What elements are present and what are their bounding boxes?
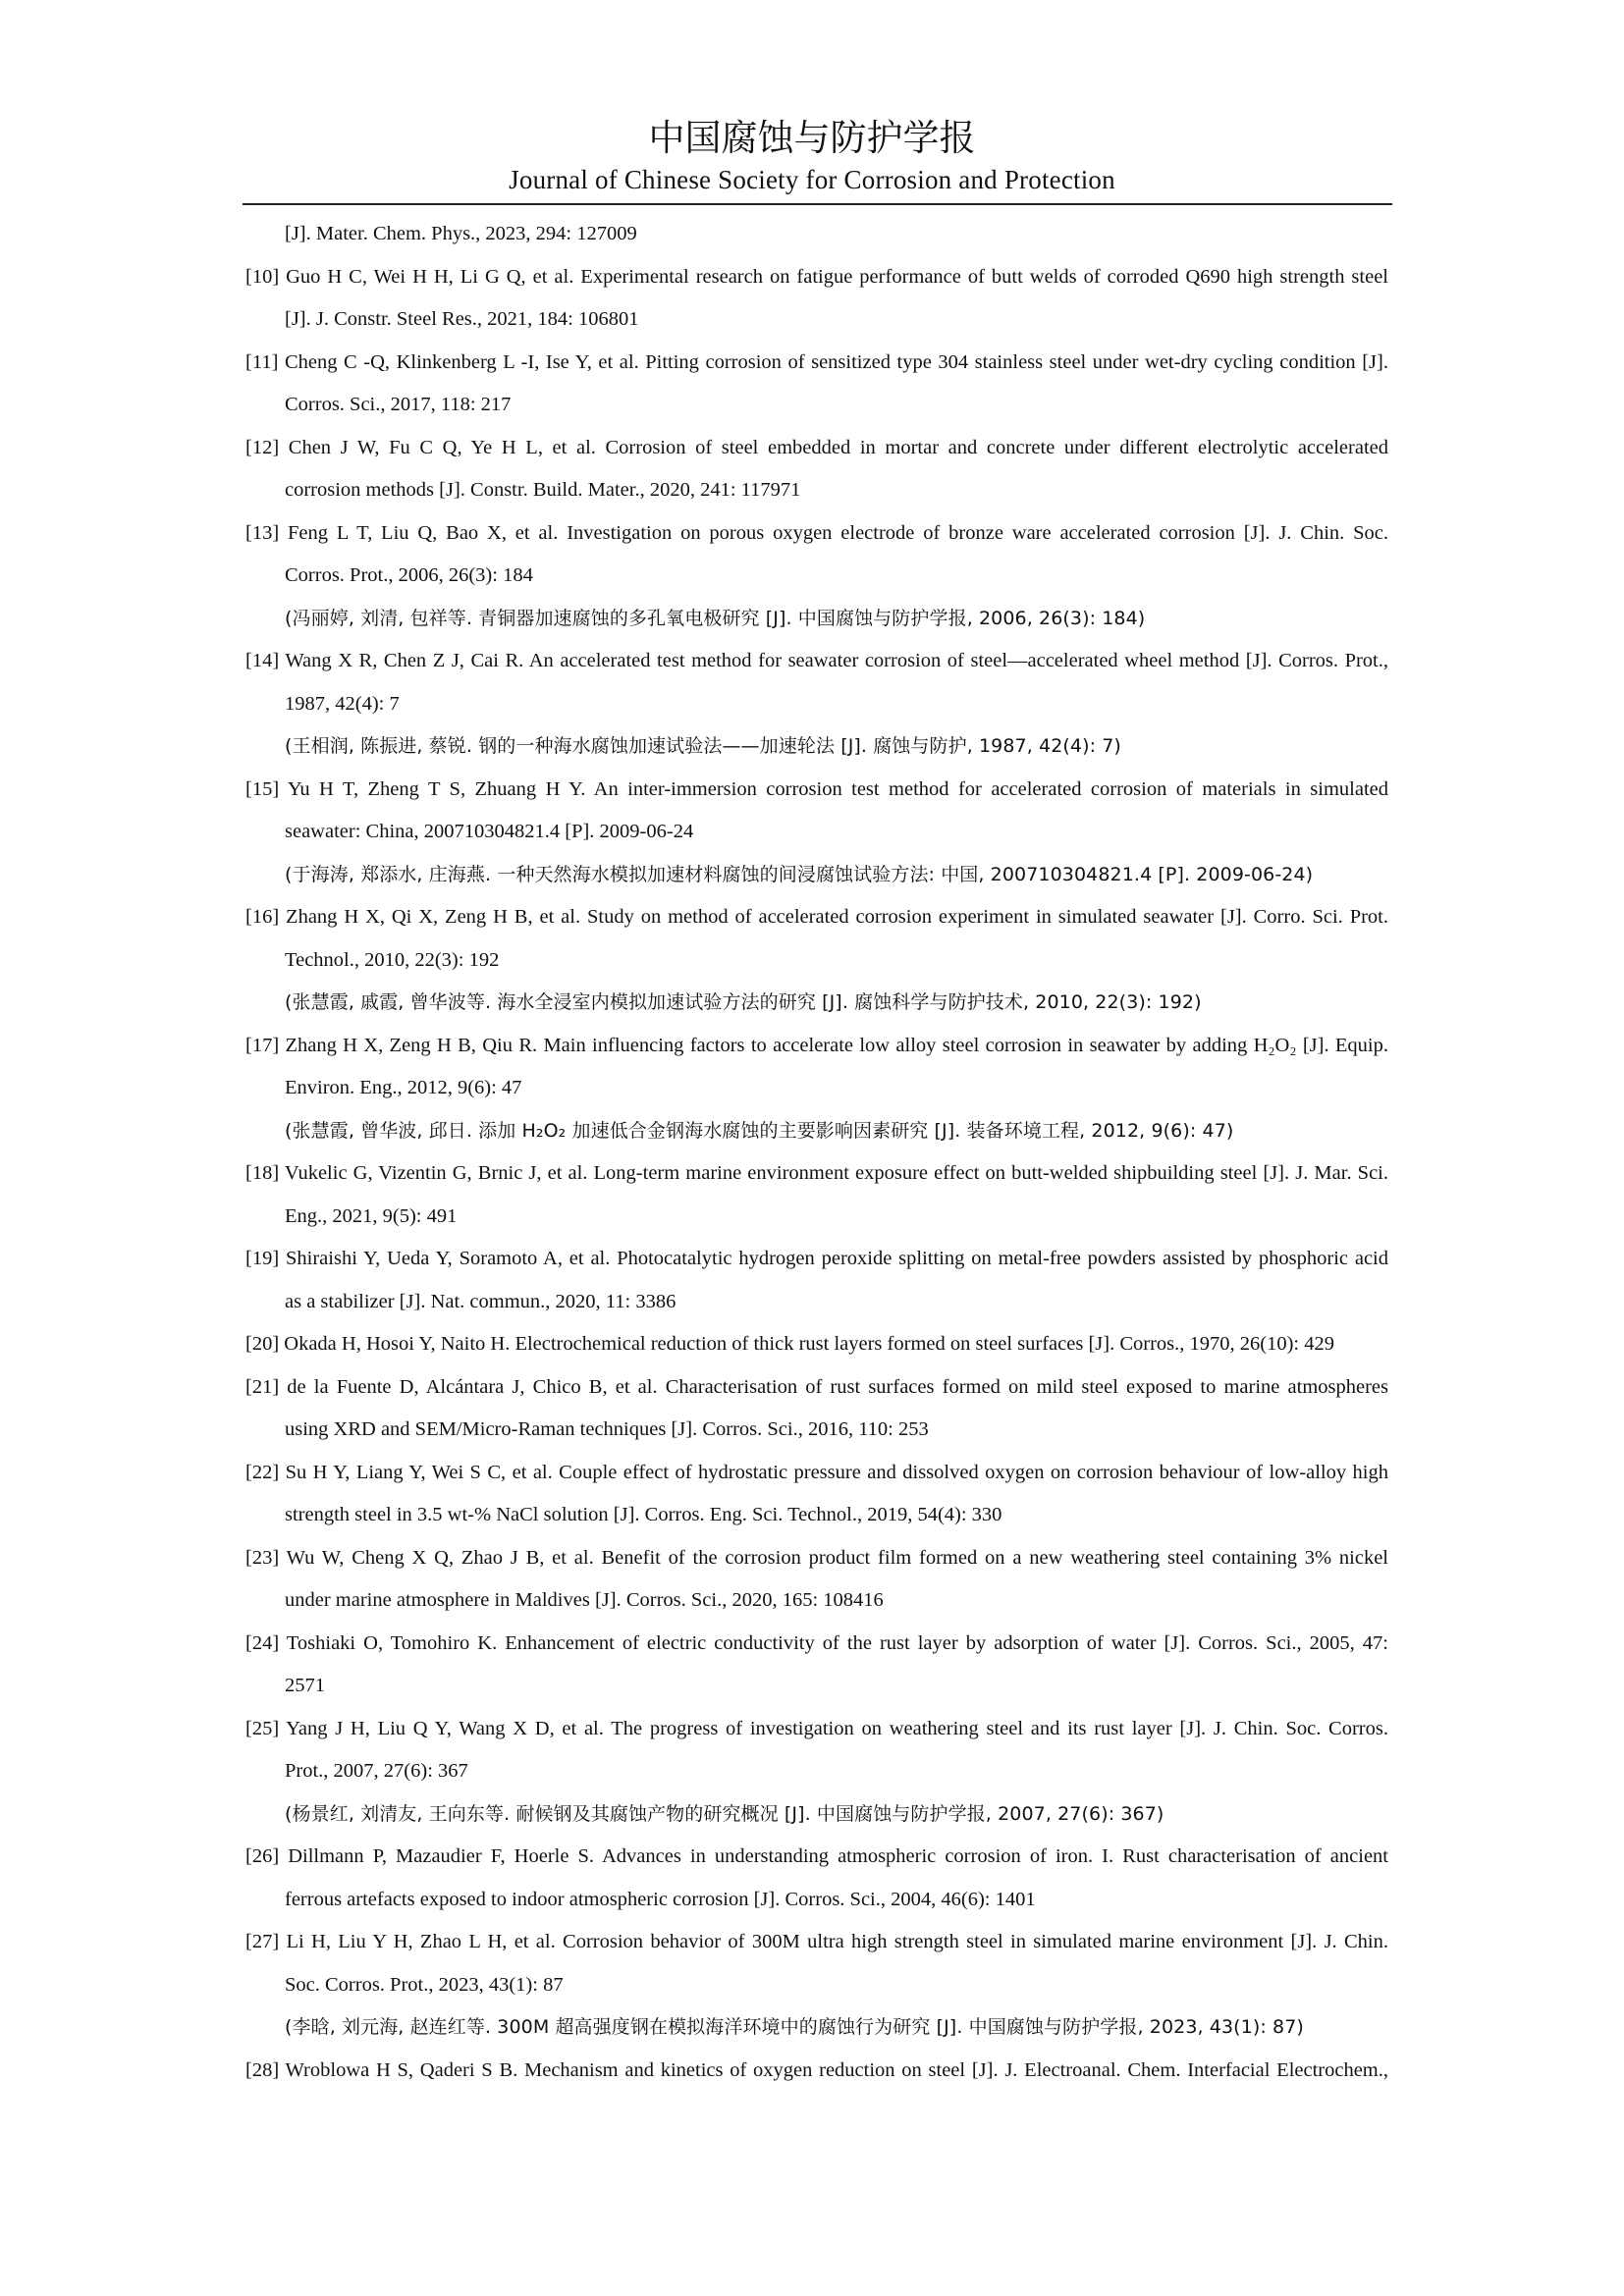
ref-16-chinese: (张慧霞, 戚霞, 曾华波等. 海水全浸室内模拟加速试验方法的研究 [J]. 腐蚀科学与防护技术, 2010, 22(3): 192) — [285, 991, 1202, 1013]
ref-11-line: [11] Cheng C -Q, Klinkenberg L -I, Ise Y, et al. Pitting corrosion of sensitized type 304 stainless steel under wet-dry cycling condition [J]. — [245, 350, 1388, 373]
header-rule — [243, 203, 1392, 205]
page-header — [0, 114, 1624, 196]
ref-line: Corros. Prot., 2006, 26(3): 184 — [285, 564, 533, 586]
ref-25-line: [25] Yang J H, Liu Q Y, Wang X D, et al. The progress of investigation on weathering steel and its rust layer [J]. J. Chin. Soc. Corros. — [245, 1717, 1388, 1739]
ref-line: [J]. Mater. Chem. Phys., 2023, 294: 127009 — [285, 223, 637, 244]
ref-14-chinese: (王相润, 陈振进, 蔡锐. 钢的一种海水腐蚀加速试验法——加速轮法 [J]. 腐蚀与防护, 1987, 42(4): 7) — [285, 735, 1121, 757]
ref-25-chinese: (杨景红, 刘清友, 王向东等. 耐候钢及其腐蚀产物的研究概况 [J]. 中国腐蚀与防护学报, 2007, 27(6): 367) — [285, 1802, 1164, 1825]
ref-line: corrosion methods [J]. Constr. Build. Mater., 2020, 241: 117971 — [285, 479, 801, 501]
ref-line: Corros. Sci., 2017, 118: 217 — [285, 394, 512, 415]
ref-10-line: [10] Guo H C, Wei H H, Li G Q, et al. Experimental research on fatigue performance of butt welds of corroded Q690 high strength steel — [245, 265, 1388, 288]
ref-line: Environ. Eng., 2012, 9(6): 47 — [285, 1077, 522, 1098]
ref-line: Technol., 2010, 22(3): 192 — [285, 948, 500, 971]
ref-22-line: [22] Su H Y, Liang Y, Wei S C, et al. Couple effect of hydrostatic pressure and dissolved oxygen on corrosion behaviour of low-alloy high — [245, 1461, 1388, 1483]
ref-17-line: [17] Zhang H X, Zeng H B, Qiu R. Main influencing factors to accelerate low alloy steel corrosion in seawater by adding H₂O₂ [J]. Equip. — [245, 1034, 1388, 1056]
ref-28-line: [28] Wroblowa H S, Qaderi S B. Mechanism and kinetics of oxygen reduction on steel [J]. J. Electroanal. Chem. Interfacial Electrochem., — [245, 2058, 1388, 2081]
ref-14-line: [14] Wang X R, Chen Z J, Cai R. An accelerated test method for seawater corrosion of steel—accelerated wheel method [J]. Corros. Prot., — [245, 650, 1388, 671]
ref-line: Prot., 2007, 27(6): 367 — [285, 1760, 468, 1782]
ref-line: 2571 — [285, 1675, 325, 1696]
ref-line: ferrous artefacts exposed to indoor atmospheric corrosion [J]. Corros. Sci., 2004, 46(6): 1401 — [285, 1888, 1036, 1910]
ref-19-line: [19] Shiraishi Y, Ueda Y, Soramoto A, et al. Photocatalytic hydrogen peroxide splitting on metal-free powders assisted by phosphoric acid — [245, 1248, 1388, 1269]
ref-20-line: [20] Okada H, Hosoi Y, Naito H. Electrochemical reduction of thick rust layers formed on steel surfaces [J]. Corros., 1970, 26(10): 429 — [245, 1333, 1334, 1355]
ref-24-line: [24] Toshiaki O, Tomohiro K. Enhancement of electric conductivity of the rust layer by adsorption of water [J]. Corros. Sci., 2005, 47: — [245, 1631, 1388, 1654]
ref-17-chinese: (张慧霞, 曾华波, 邱日. 添加 H₂O₂ 加速低合金钢海水腐蚀的主要影响因素研究 [J]. 装备环境工程, 2012, 9(6): 47) — [285, 1119, 1234, 1142]
journal-title-chinese: 中国腐蚀与防护学报 — [648, 117, 976, 159]
journal-title-english: Journal of Chinese Society for Corrosion and Protection — [509, 165, 1115, 194]
ref-15-line: [15] Yu H T, Zheng T S, Zhuang H Y. An inter-immersion corrosion test method for accelerated corrosion of materials in simulated — [245, 777, 1388, 800]
ref-18-line: [18] Vukelic G, Vizentin G, Brnic J, et al. Long-term marine environment exposure effect on butt-welded shipbuilding steel [J]. J. Mar. Sci. — [245, 1162, 1388, 1184]
ref-16-line: [16] Zhang H X, Qi X, Zeng H B, et al. Study on method of accelerated corrosion experiment in simulated seawater [J]. Corro. Sci. Prot. — [245, 906, 1388, 928]
ref-27-line: [27] Li H, Liu Y H, Zhao L H, et al. Corrosion behavior of 300M ultra high strength steel in simulated marine environment [J]. J. Chin. — [245, 1931, 1388, 1952]
ref-line: using XRD and SEM/Micro-Raman techniques [J]. Corros. Sci., 2016, 110: 253 — [285, 1418, 929, 1440]
ref-13-chinese: (冯丽婷, 刘清, 包祥等. 青铜器加速腐蚀的多孔氧电极研究 [J]. 中国腐蚀与防护学报, 2006, 26(3): 184) — [285, 607, 1146, 629]
ref-line: [J]. J. Constr. Steel Res., 2021, 184: 106801 — [285, 308, 639, 330]
ref-line: under marine atmosphere in Maldives [J]. Corros. Sci., 2020, 165: 108416 — [285, 1589, 884, 1611]
ref-line: 1987, 42(4): 7 — [285, 692, 400, 715]
ref-26-line: [26] Dillmann P, Mazaudier F, Hoerle S. Advances in understanding atmospheric corrosion of iron. I. Rust characterisation of ancient — [245, 1845, 1388, 1867]
ref-line: strength steel in 3.5 wt-% NaCl solution [J]. Corros. Eng. Sci. Technol., 2019, 54(4): 330 — [285, 1504, 1002, 1525]
ref-21-line: [21] de la Fuente D, Alcántara J, Chico B, et al. Characterisation of rust surfaces formed on mild steel exposed to marine atmospheres — [245, 1375, 1388, 1398]
ref-line: Eng., 2021, 9(5): 491 — [285, 1204, 458, 1227]
ref-13-line: [13] Feng L T, Liu Q, Bao X, et al. Investigation on porous oxygen electrode of bronze ware accelerated corrosion [J]. J. Chin. Soc. — [245, 521, 1388, 544]
ref-27-chinese: (李晗, 刘元海, 赵连红等. 300M 超高强度钢在模拟海洋环境中的腐蚀行为研究 [J]. 中国腐蚀与防护学报, 2023, 43(1): 87) — [285, 2016, 1304, 2038]
reference-list — [245, 213, 1388, 2092]
ref-line: Soc. Corros. Prot., 2023, 43(1): 87 — [285, 1973, 564, 1996]
ref-12-line: [12] Chen J W, Fu C Q, Ye H L, et al. Corrosion of steel embedded in mortar and concrete under different electrolytic accelerated — [245, 436, 1388, 458]
ref-line: as a stabilizer [J]. Nat. commun., 2020, 11: 3386 — [285, 1290, 677, 1312]
ref-15-chinese: (于海涛, 郑添水, 庄海燕. 一种天然海水模拟加速材料腐蚀的间浸腐蚀试验方法: 中国, 200710304821.4 [P]. 2009-06-24) — [285, 863, 1314, 885]
ref-23-line: [23] Wu W, Cheng X Q, Zhao J B, et al. Benefit of the corrosion product film formed on a new weathering steel containing 3% nickel — [245, 1546, 1388, 1569]
ref-line: seawater: China, 200710304821.4 [P]. 2009-06-24 — [285, 821, 694, 842]
